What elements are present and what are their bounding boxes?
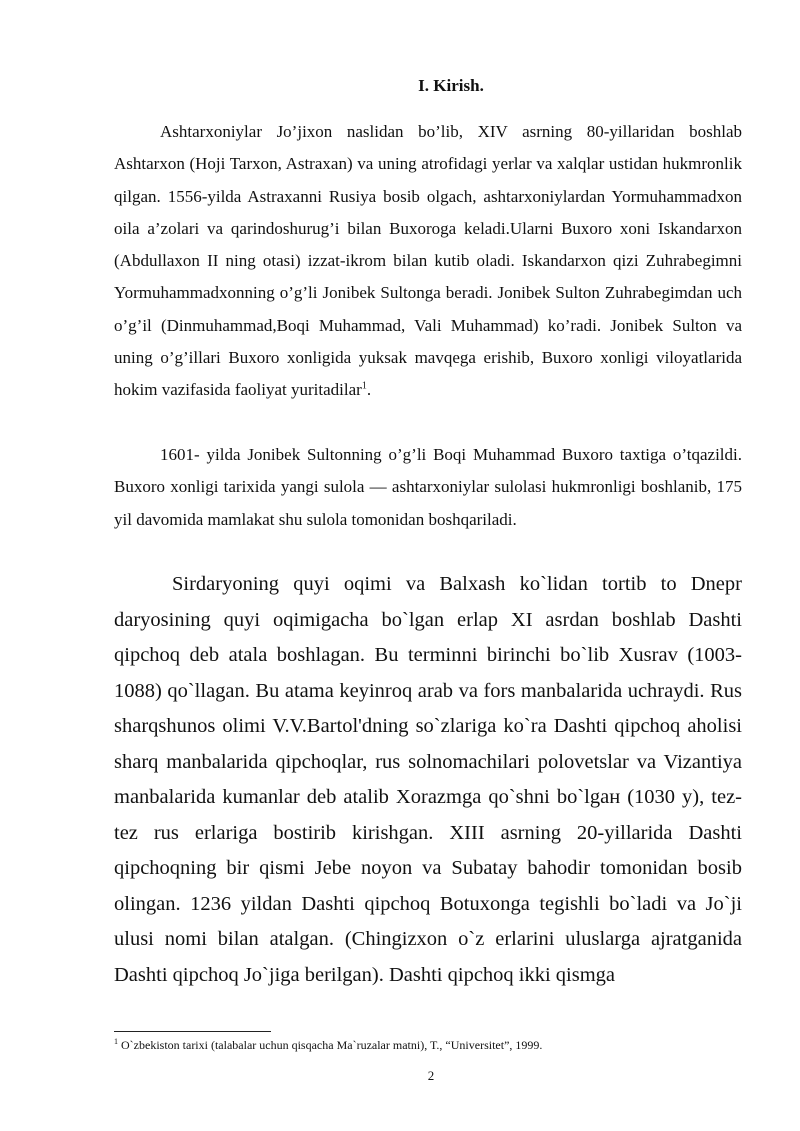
footnote-marker: 1 — [114, 1037, 118, 1046]
paragraph-intro-text: Ashtarxoniylar Jo’jixon naslidan bo’lib, XIV asrning 80-yillaridan boshlab Ashtarxon (Hoji Tarxon, Astraxan) va uning atrofidagi yerlar va xalqlar ustidan hukmronlik qilgan. 1556-yilda Astraxanni Rusiya bosib olgach, ashtarxoniylardan Yormuhammadxon oila a’zolari va qarindoshurug’i bilan Buxoroga keladi.Ularni Buxoro xoni Iskandarxon (Abdullaxon II ning otasi) izzat-ikrom bilan kutib oladi. Iskandarxon qizi Zuhrabegimni Yormuhammadxonning o’g’li Jonibek Sultonga beradi. Jonibek Sulton Zuhrabegimdan uch o’g’il (Dinmuhammad,Boqi Muhammad, Vali Muhammad) ko’radi. Jonibek Sulton va uning o’g’illari Buxoro xonligida yuksak mavqega erishib, Buxoro xonligi viloyatlarida hokim vazifasida faoliyat yuritadilar — [114, 122, 742, 400]
paragraph-dynasty — [114, 439, 742, 536]
paragraph-dashti-qipchoq — [114, 567, 742, 993]
paragraph-dynasty-text: 1601- yilda Jonibek Sultonning o’g’li Boqi Muhammad Buxoro taxtiga o’tqazildi. Buxoro xonligi tarixida yangi sulola — ashtarxoniylar sulolasi hukmronligi boshlanib, 175 yil davomida mamlakat shu sulola tomonidan boshqariladi. — [114, 445, 742, 529]
section-heading: I. Kirish. — [418, 76, 484, 95]
paragraph-intro-tail: . — [366, 380, 372, 400]
footnote-reference[interactable]: 1 — [361, 380, 367, 392]
paragraph-intro — [114, 116, 742, 407]
page-number: 2 — [427, 1068, 435, 1083]
paragraph-dashti-qipchoq-text: Sirdaryoning quyi oqimi va Balxash ko`lidan tortib to Dnepr daryosining quyi oqimigacha bo`lgan erlap XI asrdan boshlab Dashti qipchoq deb atala boshlagan. Bu terminni birinchi bo`lib Xusrav (1003-1088) qo`llagan. Bu atama keyinroq arab va fors manbalarida uchraydi. Rus sharqshunos olimi V.V.Bartol'dning so`zlariga ko`ra Dashti qipchoq aholisi sharq manbalarida qipchoqlar, rus solnomachilari polovetslar va Vizantiya manbalarida kumanlar deb atalib Xorazmga qo`shni bo`lgaн (1030 y), tez-tez rus erlariga bostirib kirishgan. XIII asrning 20-yillarida Dashti qipchoqning bir qismi Jebe noyon va Subatay bahodir tomonidan bosib olingan. 1236 yildan Dashti qipchoq Botuxonga tegishli bo`ladi va Jo`ji ulusi nomi bilan atalgan. (Chingizxon o`z erlarini uluslarga ajratganida Dashti qipchoq Jo`jiga berilgan). Dashti qipchoq ikki qismga — [114, 573, 742, 986]
footnote-text: O`zbekiston tarixi (talabalar uchun qisqacha Ma`ruzalar matni), T., “Universitet”, 1999. — [118, 1038, 543, 1052]
footnote-separator — [114, 1031, 271, 1032]
footnote — [114, 1037, 742, 1053]
